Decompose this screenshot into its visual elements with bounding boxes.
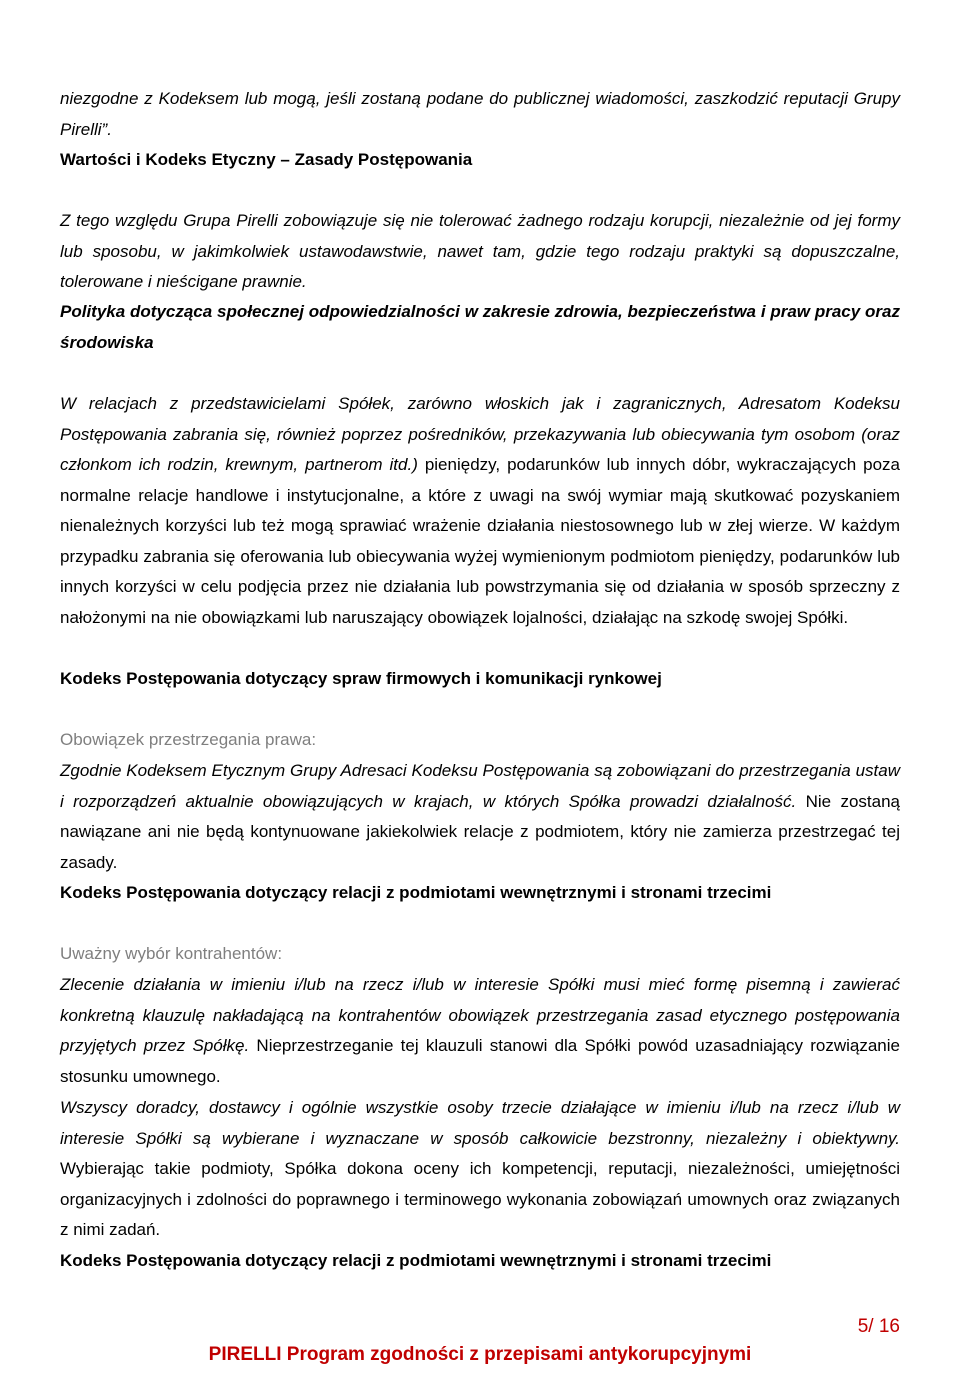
paragraph-anti-corruption: Z tego względu Grupa Pirelli zobowiązuje się nie tolerować żadnego rodzaju korupcji, niezależnie od jej formy lub sposobu, w jakimkolwiek ustawodawstwie, nawet tam, gdzie tego rodzaju praktyki są dopuszczalne, tolerowane i nieścigane prawnie. xyxy=(60,211,900,291)
paragraph-relations-part2: pieniędzy, podarunków lub innych dóbr, wykraczających poza normalne relacje handlowe i instytucjonalne, a które z uwagi na swój wymiar mają skutkować pozyskaniem nienależnych korzyści lub też mogą sprawiać wrażenie działania niestosownego lub w złej wierze. xyxy=(60,455,900,535)
paragraph-law-compliance-part2: Nie zostaną nawiązane ani nie będą kontynuowane jakiekolwiek relacje z podmiotem, który nie zamierza przestrzegać tej zasady. xyxy=(60,791,900,872)
subheading-contractor-selection: Uważny wybór kontrahentów: xyxy=(60,944,283,963)
page-number: 5/ 16 xyxy=(857,1316,900,1337)
paragraph-relations-italic: W relacjach z przedstawicielami Spółek, zarówno włoskich jak i zagranicznych, Adresatom Kodeksu Postępowania zabrania się, również poprzez pośredników, przekazywania lub obiecywania tym osobom (oraz członkom ich rodzin, krewnym, partnerom itd.) xyxy=(60,394,900,474)
heading-third-parties-1: Kodeks Postępowania dotyczący relacji z podmiotami wewnętrznymi i stronami trzecimi xyxy=(60,883,772,902)
footer-title: PIRELLI Program zgodności z przepisami antykorupcyjnymi xyxy=(208,1344,752,1365)
heading-third-parties-2: Kodeks Postępowania dotyczący relacji z podmiotami wewnętrznymi i stronami trzecimi xyxy=(60,1251,772,1270)
subheading-law-compliance: Obowiązek przestrzegania prawa: xyxy=(60,730,317,749)
paragraph-advisors-italic: Wszyscy doradcy, dostawcy i ogólnie wszystkie osoby trzecie działające w imieniu i/lub na rzecz i/lub w interesie Spółki są wybierane i wyznaczane w sposób całkowicie bezstronny, niezależny i obiektywny. xyxy=(60,1098,900,1148)
paragraph-written-mandate-italic: Zlecenie działania w imieniu i/lub na rzecz i/lub w interesie Spółki musi mieć formę pisemną i zawierać konkretną klauzulę nakładającą na kontrahentów obowiązek przestrzegania zasad etycznego postępowania przyjętych przez Spółkę. xyxy=(60,975,900,1055)
heading-values-code: Wartości i Kodeks Etyczny – Zasady Postępowania xyxy=(60,150,473,169)
heading-corporate-affairs: Kodeks Postępowania dotyczący spraw firmowych i komunikacji rynkowej xyxy=(60,669,662,688)
paragraph-intro: niezgodne z Kodeksem lub mogą, jeśli zostaną podane do publicznej wiadomości, zaszkodzić reputacji Grupy Pirelli”. xyxy=(60,89,900,139)
paragraph-advisors-part2: Wybierając takie podmioty, Spółka dokona oceny ich kompetencji, reputacji, niezależności, umiejętności organizacyjnych i zdolności do poprawnego i terminowego wykonania zobowiązań umownych oraz związanych z nimi zadań. xyxy=(60,1159,900,1239)
paragraph-law-compliance xyxy=(60,756,900,878)
paragraph-law-compliance-italic: Zgodnie Kodeksem Etycznym Grupy Adresaci Kodeksu Postępowania są zobowiązani do przestrzegania ustaw i rozporządzeń aktualnie obowiązujących w krajach, w których Spółka prowadzi działalność. xyxy=(60,761,900,811)
paragraph-written-mandate xyxy=(60,970,900,1092)
heading-csr-policy: Polityka dotycząca społecznej odpowiedzialności w zakresie zdrowia, bezpieczeństwa i praw pracy oraz środowiska xyxy=(60,302,900,352)
paragraph-advisors xyxy=(60,1093,900,1246)
paragraph-written-mandate-part2: Nieprzestrzeganie tej klauzuli stanowi dla Spółki powód uzasadniający rozwiązanie stosunku umownego. xyxy=(60,1036,900,1086)
paragraph-relations-part3: W każdym przypadku zabrania się oferowania lub obiecywania wyżej wymienionym podmiotom pieniędzy, podarunków lub innych korzyści w celu podjęcia przez nie działania lub powstrzymania się od działania w sposób sprzeczny z nałożonymi na nie obowiązkami lub naruszający obowiązek lojalności, działając na szkodę swojej Spółki. xyxy=(60,516,900,627)
paragraph-relations xyxy=(60,389,900,633)
